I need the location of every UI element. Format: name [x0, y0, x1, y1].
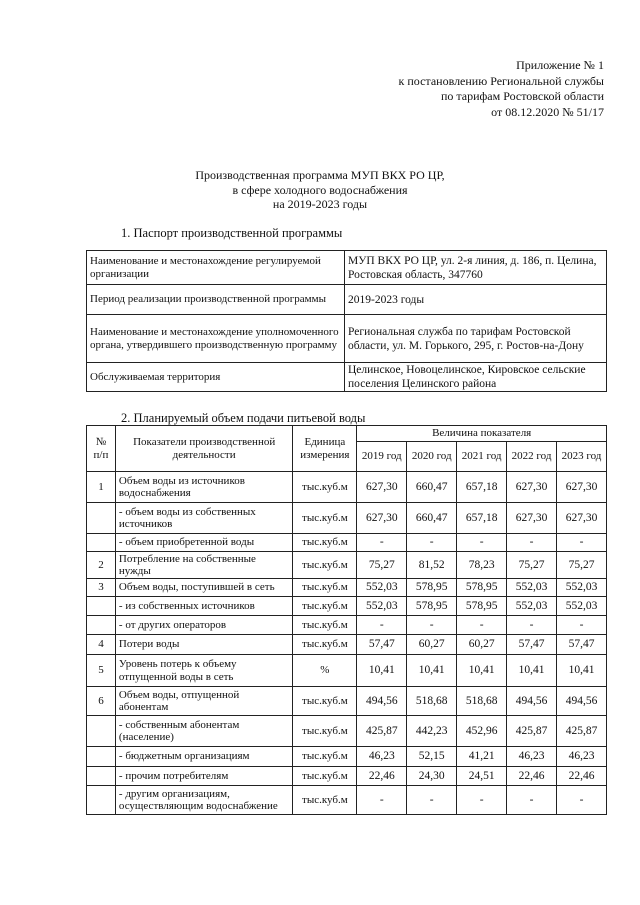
row-number: [87, 747, 116, 767]
title-line: в сфере холодного водоснабжения: [232, 182, 408, 197]
passport-value: МУП ВКХ РО ЦР, ул. 2-я линия, д. 186, п. Целина, Ростовская область, 347760: [345, 251, 607, 285]
row-value: 627,30: [357, 472, 407, 503]
table-row: [87, 635, 607, 655]
row-value: 425,87: [357, 716, 407, 747]
table-row: [87, 655, 607, 687]
row-indicator: - прочим потребителям: [115, 767, 292, 786]
table-row: [87, 616, 607, 635]
row-value: 552,03: [357, 597, 407, 616]
table-row: [87, 747, 607, 767]
row-value: 10,41: [557, 655, 607, 687]
row-indicator: - от других операторов: [115, 616, 292, 635]
row-number: [87, 597, 116, 616]
row-value: -: [557, 786, 607, 815]
table-row: [87, 597, 607, 616]
row-value: 657,18: [457, 503, 507, 534]
row-unit: тыс.куб.м: [293, 747, 357, 767]
row-value: -: [507, 534, 557, 552]
row-indicator: Потери воды: [115, 635, 292, 655]
row-number: 1: [87, 472, 116, 503]
row-unit: тыс.куб.м: [293, 597, 357, 616]
row-unit: тыс.куб.м: [293, 635, 357, 655]
row-value: 24,51: [457, 767, 507, 786]
col-header-year: 2021 год: [457, 442, 507, 472]
row-value: 452,96: [457, 716, 507, 747]
row-number: [87, 767, 116, 786]
row-value: 552,03: [507, 597, 557, 616]
row-value: 46,23: [357, 747, 407, 767]
row-value: -: [357, 534, 407, 552]
row-unit: тыс.куб.м: [293, 716, 357, 747]
row-value: 552,03: [507, 579, 557, 597]
table-row: [87, 786, 607, 815]
row-value: 660,47: [407, 472, 457, 503]
table-row: [87, 767, 607, 786]
row-number: 2: [87, 552, 116, 579]
row-value: 10,41: [457, 655, 507, 687]
row-value: 578,95: [457, 597, 507, 616]
row-value: 578,95: [457, 579, 507, 597]
row-number: [87, 616, 116, 635]
row-unit: тыс.куб.м: [293, 616, 357, 635]
row-number: 3: [87, 579, 116, 597]
title-line: на 2019-2023 годы: [272, 197, 368, 211]
table-row: [87, 687, 607, 716]
row-value: 10,41: [357, 655, 407, 687]
row-value: -: [357, 786, 407, 815]
appendix-block: [399, 58, 604, 120]
table-row: [87, 552, 607, 579]
row-value: 78,23: [457, 552, 507, 579]
row-value: 81,52: [407, 552, 457, 579]
row-value: 627,30: [557, 472, 607, 503]
row-value: 518,68: [407, 687, 457, 716]
row-value: -: [407, 786, 457, 815]
row-value: -: [507, 616, 557, 635]
row-value: 57,47: [357, 635, 407, 655]
row-indicator: - объем воды из собственных источников: [115, 503, 292, 534]
passport-row: [87, 363, 607, 392]
passport-label: Обслуживаемая территория: [87, 363, 345, 392]
col-header-year: 2023 год: [557, 442, 607, 472]
row-value: -: [357, 616, 407, 635]
row-unit: тыс.куб.м: [293, 767, 357, 786]
row-indicator: Объем воды, отпущенной абонентам: [115, 687, 292, 716]
row-indicator: - собственным абонентам (население): [115, 716, 292, 747]
passport-row: [87, 315, 607, 363]
row-number: [87, 534, 116, 552]
row-indicator: Уровень потерь к объему отпущенной воды в сеть: [115, 655, 292, 687]
row-indicator: Объем воды, поступившей в сеть: [115, 579, 292, 597]
row-value: 627,30: [557, 503, 607, 534]
row-unit: тыс.куб.м: [293, 472, 357, 503]
passport-row: [87, 285, 607, 315]
row-number: [87, 786, 116, 815]
row-indicator: - другим организациям, осуществляющим водоснабжение: [115, 786, 292, 815]
row-value: -: [507, 786, 557, 815]
row-value: 24,30: [407, 767, 457, 786]
row-value: -: [457, 616, 507, 635]
volume-table: [86, 425, 607, 815]
passport-label: Период реализации производственной программы: [87, 285, 345, 315]
row-value: 518,68: [457, 687, 507, 716]
row-number: 5: [87, 655, 116, 687]
col-header-year: 2019 год: [357, 442, 407, 472]
row-value: 425,87: [557, 716, 607, 747]
row-number: [87, 716, 116, 747]
passport-table: [86, 250, 607, 392]
row-value: 75,27: [357, 552, 407, 579]
passport-label: Наименование и местонахождение уполномоченного органа, утвердившего производственную программу: [87, 315, 345, 363]
row-value: -: [457, 534, 507, 552]
row-value: -: [557, 616, 607, 635]
table-row: [87, 579, 607, 597]
row-value: -: [407, 534, 457, 552]
row-value: 22,46: [357, 767, 407, 786]
col-header-value-group: Величина показателя: [357, 426, 607, 442]
row-value: 442,23: [407, 716, 457, 747]
section-1-heading: 1. Паспорт производственной программы: [121, 226, 343, 240]
row-value: 660,47: [407, 503, 457, 534]
row-unit: тыс.куб.м: [293, 503, 357, 534]
col-header-num: № п/п: [87, 426, 116, 472]
row-value: 75,27: [507, 552, 557, 579]
section-2-heading: 2. Планируемый объем подачи питьевой воды: [121, 411, 366, 425]
row-value: 75,27: [557, 552, 607, 579]
row-indicator: - бюджетным организациям: [115, 747, 292, 767]
appendix-line: к постановлению Региональной службы: [398, 73, 604, 88]
passport-value: Целинское, Новоцелинское, Кировское сельские поселения Целинского района: [345, 363, 607, 392]
row-value: 552,03: [557, 597, 607, 616]
row-indicator: Объем воды из источников водоснабжения: [115, 472, 292, 503]
row-value: 46,23: [557, 747, 607, 767]
row-value: 22,46: [557, 767, 607, 786]
passport-value: Региональная служба по тарифам Ростовской области, ул. М. Горького, 295, г. Ростов-на-Дону: [345, 315, 607, 363]
appendix-line: по тарифам Ростовской области: [440, 89, 604, 103]
row-value: 494,56: [357, 687, 407, 716]
passport-row: [87, 251, 607, 285]
row-value: 552,03: [357, 579, 407, 597]
row-value: -: [457, 786, 507, 815]
row-unit: тыс.куб.м: [293, 786, 357, 815]
col-header-year: 2020 год: [407, 442, 457, 472]
row-value: 494,56: [507, 687, 557, 716]
table-row: [87, 534, 607, 552]
table-row: [87, 503, 607, 534]
col-header-year: 2022 год: [507, 442, 557, 472]
row-number: [87, 503, 116, 534]
row-value: 657,18: [457, 472, 507, 503]
row-value: 57,47: [507, 635, 557, 655]
row-unit: тыс.куб.м: [293, 534, 357, 552]
row-unit: %: [293, 655, 357, 687]
row-number: 6: [87, 687, 116, 716]
row-indicator: - объем приобретенной воды: [115, 534, 292, 552]
row-value: 578,95: [407, 579, 457, 597]
row-value: 41,21: [457, 747, 507, 767]
table-row: [87, 472, 607, 503]
row-value: 578,95: [407, 597, 457, 616]
row-value: -: [407, 616, 457, 635]
row-value: 10,41: [407, 655, 457, 687]
row-value: 10,41: [507, 655, 557, 687]
row-unit: тыс.куб.м: [293, 687, 357, 716]
row-number: 4: [87, 635, 116, 655]
row-indicator: - из собственных источников: [115, 597, 292, 616]
document-title: [0, 168, 640, 212]
passport-label: Наименование и местонахождение регулируемой организации: [87, 251, 345, 285]
appendix-line: Приложение № 1: [516, 58, 604, 72]
col-header-indicator: Показатели производственной деятельности: [115, 426, 292, 472]
row-value: 57,47: [557, 635, 607, 655]
row-value: 425,87: [507, 716, 557, 747]
row-value: 552,03: [557, 579, 607, 597]
row-unit: тыс.куб.м: [293, 579, 357, 597]
row-value: 627,30: [357, 503, 407, 534]
col-header-unit: Единица измерения: [293, 426, 357, 472]
row-value: 627,30: [507, 503, 557, 534]
row-value: -: [557, 534, 607, 552]
row-unit: тыс.куб.м: [293, 552, 357, 579]
title-line: Производственная программа МУП ВКХ РО ЦР,: [195, 168, 445, 182]
row-value: 60,27: [457, 635, 507, 655]
row-value: 46,23: [507, 747, 557, 767]
row-indicator: Потребление на собственные нужды: [115, 552, 292, 579]
row-value: 494,56: [557, 687, 607, 716]
appendix-line: от 08.12.2020 № 51/17: [491, 104, 604, 119]
row-value: 60,27: [407, 635, 457, 655]
row-value: 52,15: [407, 747, 457, 767]
row-value: 627,30: [507, 472, 557, 503]
row-value: 22,46: [507, 767, 557, 786]
passport-value: 2019-2023 годы: [345, 285, 607, 315]
table-row: [87, 716, 607, 747]
